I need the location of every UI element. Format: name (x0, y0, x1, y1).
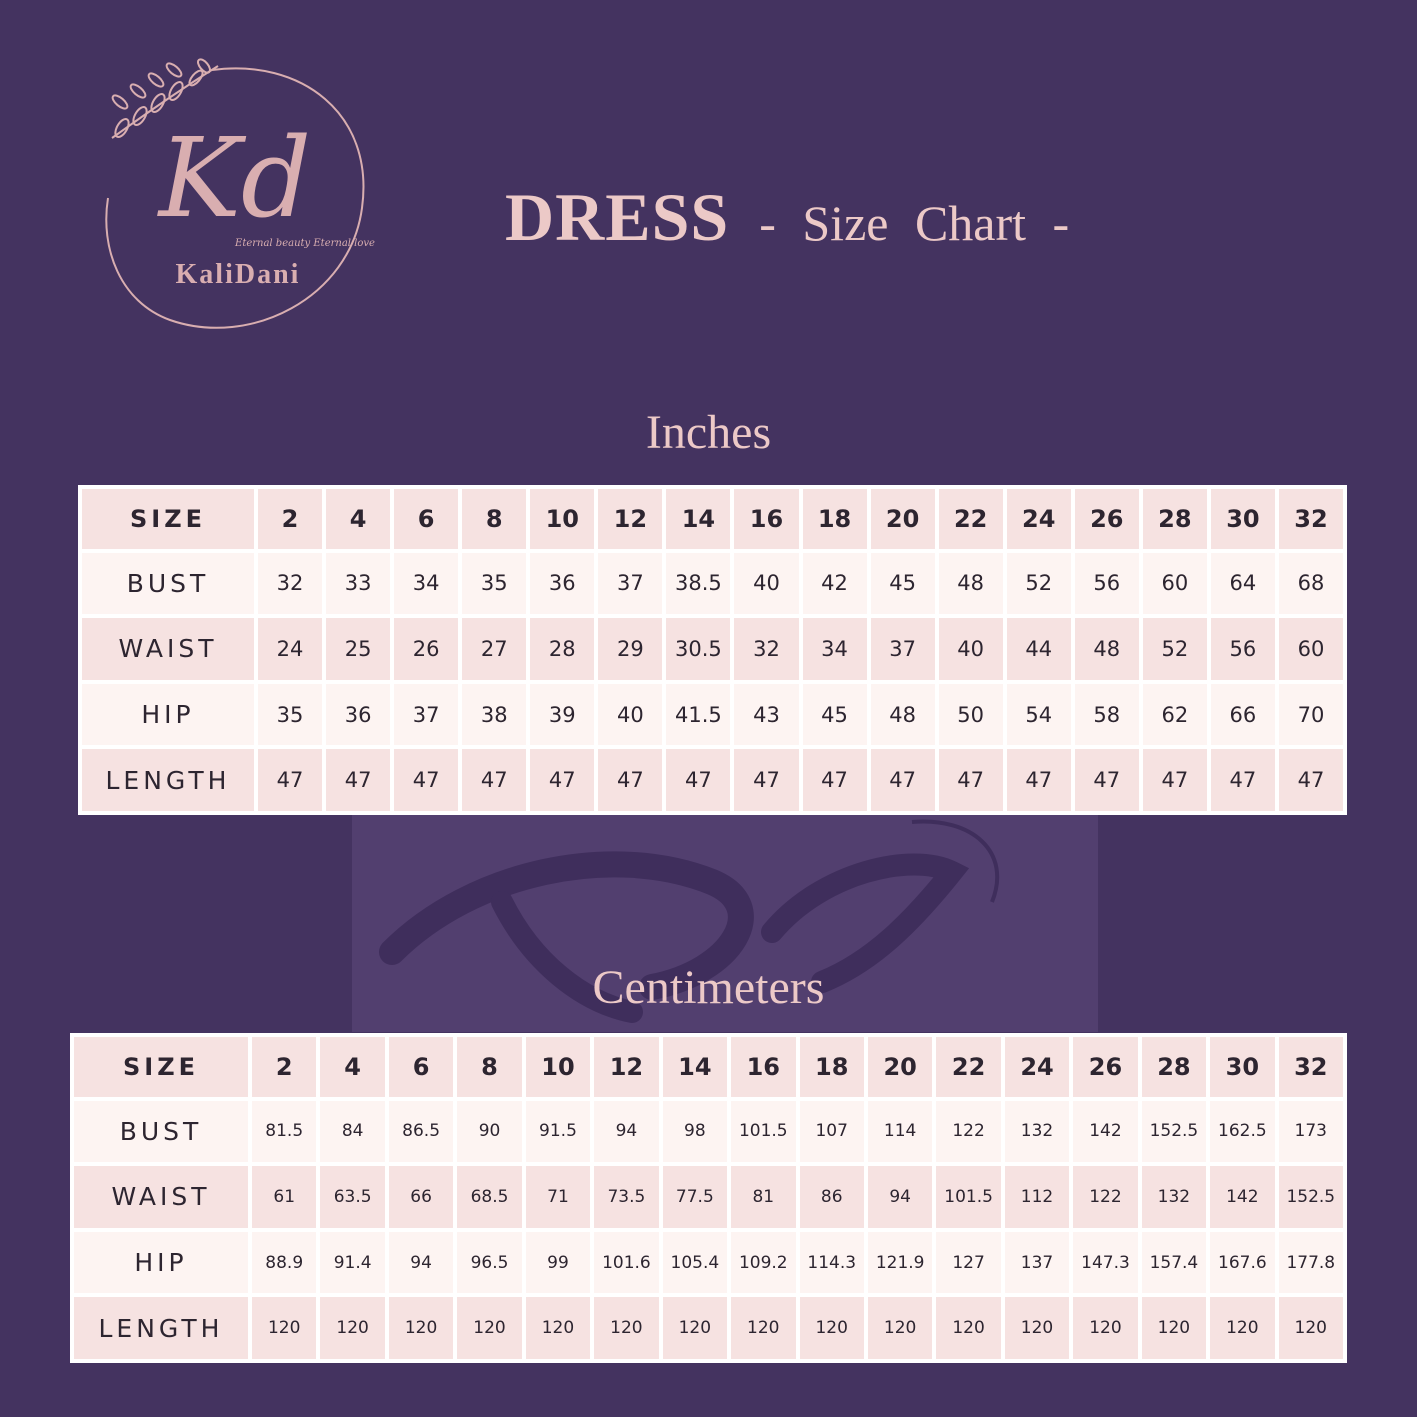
measurement-value: 152.5 (1142, 1101, 1206, 1163)
measurement-value: 47 (1075, 749, 1139, 811)
measurement-value: 47 (258, 749, 322, 811)
measurement-value: 32 (258, 553, 322, 615)
measurement-value: 45 (803, 684, 867, 746)
measurement-value: 47 (871, 749, 935, 811)
measurement-value: 91.4 (320, 1232, 384, 1294)
measurement-value: 177.8 (1279, 1232, 1343, 1294)
measurement-value: 86 (800, 1166, 864, 1228)
measurement-value: 122 (1073, 1166, 1137, 1228)
centimeters-heading: Centimeters (592, 961, 825, 1014)
measurement-value: 101.6 (594, 1232, 658, 1294)
measurement-value: 29 (598, 618, 662, 680)
measurement-value: 98 (663, 1101, 727, 1163)
measurement-value: 81 (731, 1166, 795, 1228)
measurement-value: 71 (526, 1166, 590, 1228)
measurement-value: 101.5 (936, 1166, 1000, 1228)
measurement-value: 37 (394, 684, 458, 746)
measurement-value: 152.5 (1279, 1166, 1343, 1228)
page-title (505, 178, 1069, 258)
measurement-value: 101.5 (731, 1101, 795, 1163)
measurement-value: 47 (394, 749, 458, 811)
measurement-value: 41.5 (666, 684, 730, 746)
measurement-value: 66 (389, 1166, 453, 1228)
size-header-cell: 18 (803, 489, 867, 549)
measurement-value: 120 (1279, 1297, 1343, 1359)
measurement-label: HIP (82, 684, 254, 746)
measurement-value: 99 (526, 1232, 590, 1294)
measurement-value: 94 (389, 1232, 453, 1294)
size-header-cell: 28 (1143, 489, 1207, 549)
brand-logo-emblem (100, 58, 390, 348)
measurement-value: 47 (1143, 749, 1207, 811)
measurement-value: 24 (258, 618, 322, 680)
measurement-row-hip (74, 1232, 1343, 1294)
size-header-row (82, 489, 1343, 549)
measurement-value: 52 (1143, 618, 1207, 680)
measurement-value: 47 (939, 749, 1003, 811)
measurement-value: 44 (1007, 618, 1071, 680)
size-header-cell: 14 (666, 489, 730, 549)
measurement-value: 120 (526, 1297, 590, 1359)
measurement-value: 105.4 (663, 1232, 727, 1294)
measurement-value: 54 (1007, 684, 1071, 746)
measurement-value: 167.6 (1210, 1232, 1274, 1294)
measurement-value: 52 (1007, 553, 1071, 615)
measurement-value: 132 (1142, 1166, 1206, 1228)
size-header-cell: 6 (389, 1037, 453, 1097)
measurement-value: 26 (394, 618, 458, 680)
measurement-value: 32 (734, 618, 798, 680)
size-header-cell: 12 (598, 489, 662, 549)
measurement-value: 35 (462, 553, 526, 615)
measurement-value: 120 (1142, 1297, 1206, 1359)
size-header-cell: 20 (871, 489, 935, 549)
measurement-value: 25 (326, 618, 390, 680)
measurement-value: 142 (1073, 1101, 1137, 1163)
size-header-cell: 4 (320, 1037, 384, 1097)
measurement-value: 91.5 (526, 1101, 590, 1163)
size-header-cell: 18 (800, 1037, 864, 1097)
title-subtitle: - Size Chart - (759, 195, 1070, 251)
measurement-value: 40 (939, 618, 1003, 680)
measurement-value: 66 (1211, 684, 1275, 746)
measurement-label: BUST (74, 1101, 248, 1163)
measurement-value: 120 (252, 1297, 316, 1359)
measurement-value: 62 (1143, 684, 1207, 746)
size-header-cell: 30 (1211, 489, 1275, 549)
measurement-value: 73.5 (594, 1166, 658, 1228)
measurement-value: 147.3 (1073, 1232, 1137, 1294)
measurement-value: 120 (594, 1297, 658, 1359)
logo-brand-name: KaliDani (175, 259, 301, 290)
measurement-value: 84 (320, 1101, 384, 1163)
measurement-value: 37 (871, 618, 935, 680)
measurement-value: 94 (594, 1101, 658, 1163)
measurement-label: WAIST (82, 618, 254, 680)
measurement-value: 86.5 (389, 1101, 453, 1163)
measurement-value: 61 (252, 1166, 316, 1228)
measurement-value: 120 (800, 1297, 864, 1359)
measurement-value: 121.9 (868, 1232, 932, 1294)
measurement-value: 40 (734, 553, 798, 615)
inches-heading: Inches (645, 406, 772, 459)
measurement-value: 157.4 (1142, 1232, 1206, 1294)
size-header-cell: 24 (1007, 489, 1071, 549)
measurement-value: 45 (871, 553, 935, 615)
measurement-value: 132 (1005, 1101, 1069, 1163)
measurement-value: 47 (803, 749, 867, 811)
measurement-value: 35 (258, 684, 322, 746)
measurement-value: 38 (462, 684, 526, 746)
measurement-value: 64 (1211, 553, 1275, 615)
size-column-label: SIZE (74, 1037, 248, 1097)
measurement-value: 173 (1279, 1101, 1343, 1163)
measurement-value: 47 (462, 749, 526, 811)
measurement-value: 27 (462, 618, 526, 680)
measurement-label: WAIST (74, 1166, 248, 1228)
measurement-value: 36 (530, 553, 594, 615)
size-header-cell: 30 (1210, 1037, 1274, 1097)
size-header-cell: 22 (936, 1037, 1000, 1097)
size-header-cell: 20 (868, 1037, 932, 1097)
measurement-value: 47 (326, 749, 390, 811)
size-header-cell: 10 (526, 1037, 590, 1097)
measurement-value: 90 (457, 1101, 521, 1163)
measurement-value: 120 (320, 1297, 384, 1359)
measurement-value: 81.5 (252, 1101, 316, 1163)
measurement-row-bust (74, 1101, 1343, 1163)
inches-size-table (78, 485, 1347, 815)
size-header-cell: 26 (1075, 489, 1139, 549)
measurement-value: 47 (530, 749, 594, 811)
measurement-value: 47 (1007, 749, 1071, 811)
measurement-row-hip (82, 684, 1343, 746)
measurement-value: 48 (871, 684, 935, 746)
measurement-value: 137 (1005, 1232, 1069, 1294)
centimeters-size-table (70, 1033, 1347, 1363)
measurement-value: 120 (1073, 1297, 1137, 1359)
measurement-value: 120 (389, 1297, 453, 1359)
measurement-value: 94 (868, 1166, 932, 1228)
measurement-value: 120 (663, 1297, 727, 1359)
measurement-value: 70 (1279, 684, 1343, 746)
measurement-label: LENGTH (74, 1297, 248, 1359)
measurement-value: 127 (936, 1232, 1000, 1294)
logo-tagline: Eternal beauty Eternal love (235, 238, 375, 249)
size-header-cell: 14 (663, 1037, 727, 1097)
measurement-value: 42 (803, 553, 867, 615)
measurement-value: 30.5 (666, 618, 730, 680)
measurement-row-waist (82, 618, 1343, 680)
measurement-value: 68 (1279, 553, 1343, 615)
measurement-value: 58 (1075, 684, 1139, 746)
measurement-label: LENGTH (82, 749, 254, 811)
measurement-value: 120 (936, 1297, 1000, 1359)
measurement-value: 114 (868, 1101, 932, 1163)
measurement-value: 60 (1143, 553, 1207, 615)
measurement-value: 43 (734, 684, 798, 746)
measurement-value: 48 (1075, 618, 1139, 680)
size-header-cell: 6 (394, 489, 458, 549)
size-column-label: SIZE (82, 489, 254, 549)
measurement-value: 122 (936, 1101, 1000, 1163)
measurement-value: 40 (598, 684, 662, 746)
size-header-cell: 4 (326, 489, 390, 549)
measurement-row-length (82, 749, 1343, 811)
logo-monogram: Kd (158, 114, 312, 242)
measurement-value: 47 (598, 749, 662, 811)
size-header-cell: 8 (457, 1037, 521, 1097)
measurement-value: 112 (1005, 1166, 1069, 1228)
measurement-value: 96.5 (457, 1232, 521, 1294)
measurement-label: HIP (74, 1232, 248, 1294)
measurement-value: 56 (1075, 553, 1139, 615)
measurement-value: 47 (666, 749, 730, 811)
size-header-cell: 28 (1142, 1037, 1206, 1097)
size-header-cell: 16 (734, 489, 798, 549)
measurement-value: 39 (530, 684, 594, 746)
measurement-value: 47 (734, 749, 798, 811)
size-header-cell: 32 (1279, 1037, 1343, 1097)
measurement-value: 34 (394, 553, 458, 615)
measurement-value: 56 (1211, 618, 1275, 680)
measurement-value: 34 (803, 618, 867, 680)
measurement-value: 114.3 (800, 1232, 864, 1294)
measurement-row-waist (74, 1166, 1343, 1228)
measurement-value: 88.9 (252, 1232, 316, 1294)
measurement-value: 47 (1279, 749, 1343, 811)
measurement-value: 120 (731, 1297, 795, 1359)
measurement-value: 28 (530, 618, 594, 680)
measurement-value: 120 (1005, 1297, 1069, 1359)
measurement-value: 107 (800, 1101, 864, 1163)
size-header-row (74, 1037, 1343, 1097)
size-header-cell: 24 (1005, 1037, 1069, 1097)
measurement-value: 36 (326, 684, 390, 746)
size-header-cell: 2 (252, 1037, 316, 1097)
measurement-value: 60 (1279, 618, 1343, 680)
measurement-value: 63.5 (320, 1166, 384, 1228)
brand-logo (100, 58, 390, 348)
measurement-value: 48 (939, 553, 1003, 615)
measurement-row-length (74, 1297, 1343, 1359)
measurement-value: 47 (1211, 749, 1275, 811)
measurement-value: 120 (457, 1297, 521, 1359)
measurement-value: 109.2 (731, 1232, 795, 1294)
measurement-value: 120 (868, 1297, 932, 1359)
measurement-value: 120 (1210, 1297, 1274, 1359)
size-header-cell: 10 (530, 489, 594, 549)
size-header-cell: 26 (1073, 1037, 1137, 1097)
measurement-value: 50 (939, 684, 1003, 746)
measurement-value: 38.5 (666, 553, 730, 615)
size-header-cell: 32 (1279, 489, 1343, 549)
measurement-label: BUST (82, 553, 254, 615)
measurement-value: 77.5 (663, 1166, 727, 1228)
measurement-value: 37 (598, 553, 662, 615)
size-header-cell: 8 (462, 489, 526, 549)
measurement-row-bust (82, 553, 1343, 615)
size-header-cell: 22 (939, 489, 1003, 549)
measurement-value: 162.5 (1210, 1101, 1274, 1163)
measurement-value: 33 (326, 553, 390, 615)
size-header-cell: 16 (731, 1037, 795, 1097)
title-main: DRESS (505, 179, 730, 255)
size-header-cell: 12 (594, 1037, 658, 1097)
measurement-value: 142 (1210, 1166, 1274, 1228)
size-header-cell: 2 (258, 489, 322, 549)
measurement-value: 68.5 (457, 1166, 521, 1228)
